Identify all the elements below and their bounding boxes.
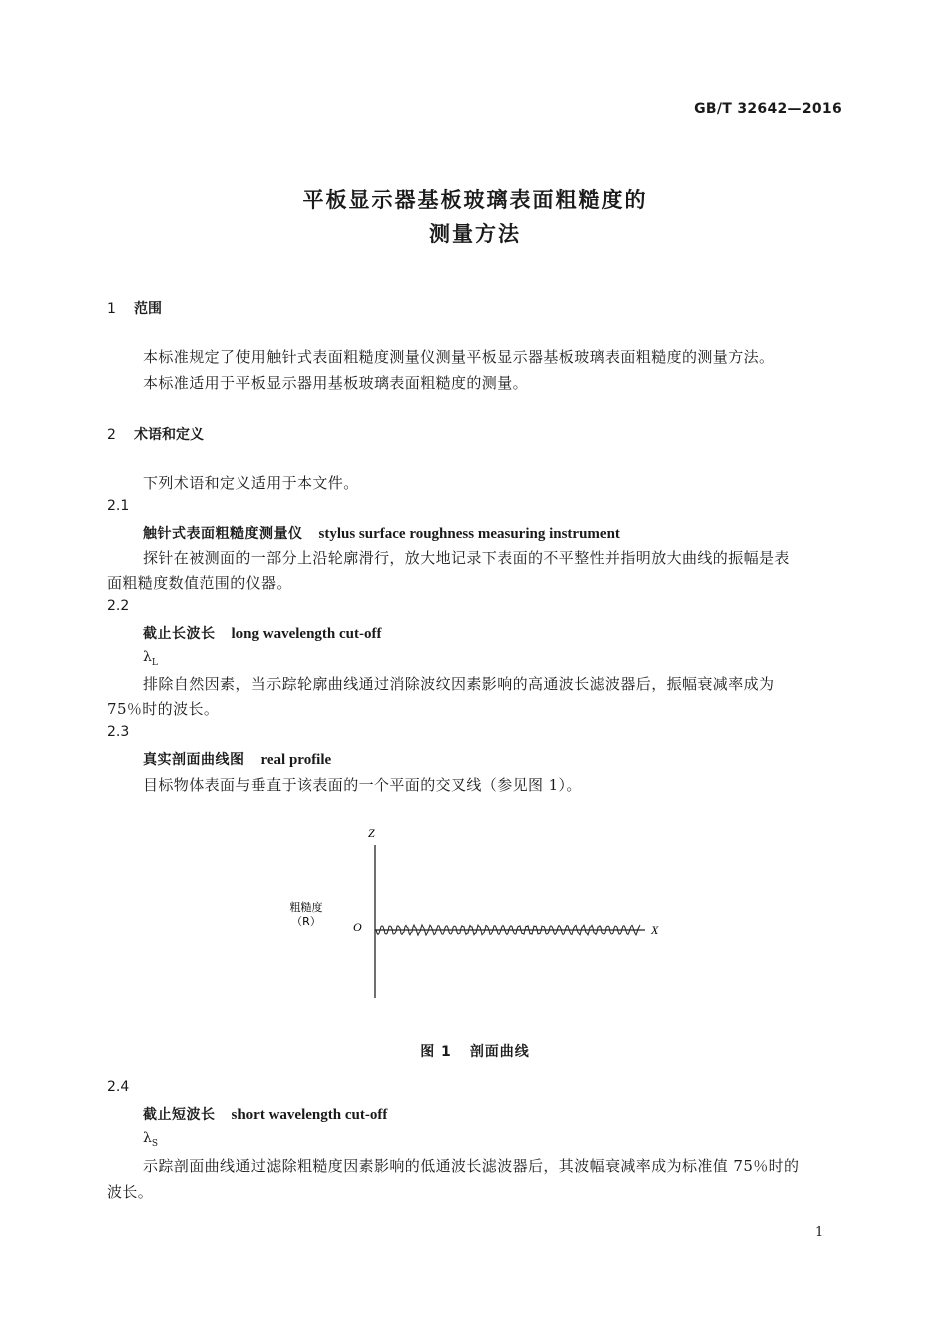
term-chinese: 触针式表面粗糙度测量仪 (143, 526, 303, 542)
document-title-line1: 平板显示器基板玻璃表面粗糙度的 (302, 188, 648, 212)
clause-number: 2.1 (107, 498, 130, 514)
term-english: stylus surface roughness measuring instrument (318, 526, 620, 542)
profile-curve-figure (280, 820, 680, 1005)
term-chinese: 截止短波长 (143, 1107, 216, 1123)
section-title: 术语和定义 (134, 427, 204, 443)
clause-number: 2.4 (107, 1079, 130, 1095)
term-symbol: $\lambda_L$ (143, 649, 158, 668)
section-1-heading (107, 298, 162, 318)
term-entry (143, 749, 331, 769)
page-number: 1 (815, 1225, 824, 1240)
paragraph: 本标准适用于平板显示器用基板玻璃表面粗糙度的测量。 (143, 374, 529, 392)
term-entry (143, 1104, 387, 1124)
term-chinese: 真实剖面曲线图 (143, 752, 245, 768)
origin-label: O (353, 920, 362, 934)
term-symbol: $\lambda_S$ (143, 1130, 159, 1149)
roughness-symbol: （R） (291, 915, 321, 928)
term-entry (143, 523, 620, 543)
figure-number: 图 1 (420, 1044, 452, 1060)
z-axis-label: Z (368, 826, 375, 840)
document-title-line2: 测量方法 (429, 222, 521, 246)
term-english: short wavelength cut-off (231, 1107, 388, 1123)
clause-number: 2.2 (107, 598, 130, 614)
definition: 排除自然因素，当示踪轮廓曲线通过消除波纹因素影响的高通波长滤波器后，振幅衰减率成为 (143, 675, 775, 693)
paragraph: 下列术语和定义适用于本文件。 (143, 474, 359, 492)
clause-number: 2.3 (107, 724, 130, 740)
definition-continued: 75％时的波长。 (107, 700, 220, 718)
standard-number: GB/T 32642—2016 (694, 101, 842, 117)
term-chinese: 截止长波长 (143, 626, 216, 642)
figure-caption (0, 1041, 950, 1061)
definition: 示踪剖面曲线通过滤除粗糙度因素影响的低通波长滤波器后，其波幅衰减率成为标准值 75％时的 (143, 1157, 800, 1175)
section-2-heading (107, 424, 204, 444)
section-number: 2 (107, 427, 116, 443)
section-title: 范围 (134, 301, 162, 317)
definition: 目标物体表面与垂直于该表面的一个平面的交叉线（参见图 1）。 (143, 776, 582, 794)
section-number: 1 (107, 301, 116, 317)
roughness-label: 粗糙度 (289, 901, 323, 914)
term-english: long wavelength cut-off (231, 626, 382, 642)
paragraph: 本标准规定了使用触针式表面粗糙度测量仪测量平板显示器基板玻璃表面粗糙度的测量方法。 (143, 348, 775, 366)
term-entry (143, 623, 382, 643)
term-english: real profile (260, 752, 332, 768)
definition: 探针在被测面的一部分上沿轮廓滑行，放大地记录下表面的不平整性并指明放大曲线的振幅是表 (143, 549, 790, 567)
definition-continued: 波长。 (107, 1183, 154, 1201)
figure-title: 剖面曲线 (469, 1044, 530, 1060)
definition-continued: 面粗糙度数值范围的仪器。 (107, 574, 292, 592)
x-axis-label: X (651, 923, 659, 937)
